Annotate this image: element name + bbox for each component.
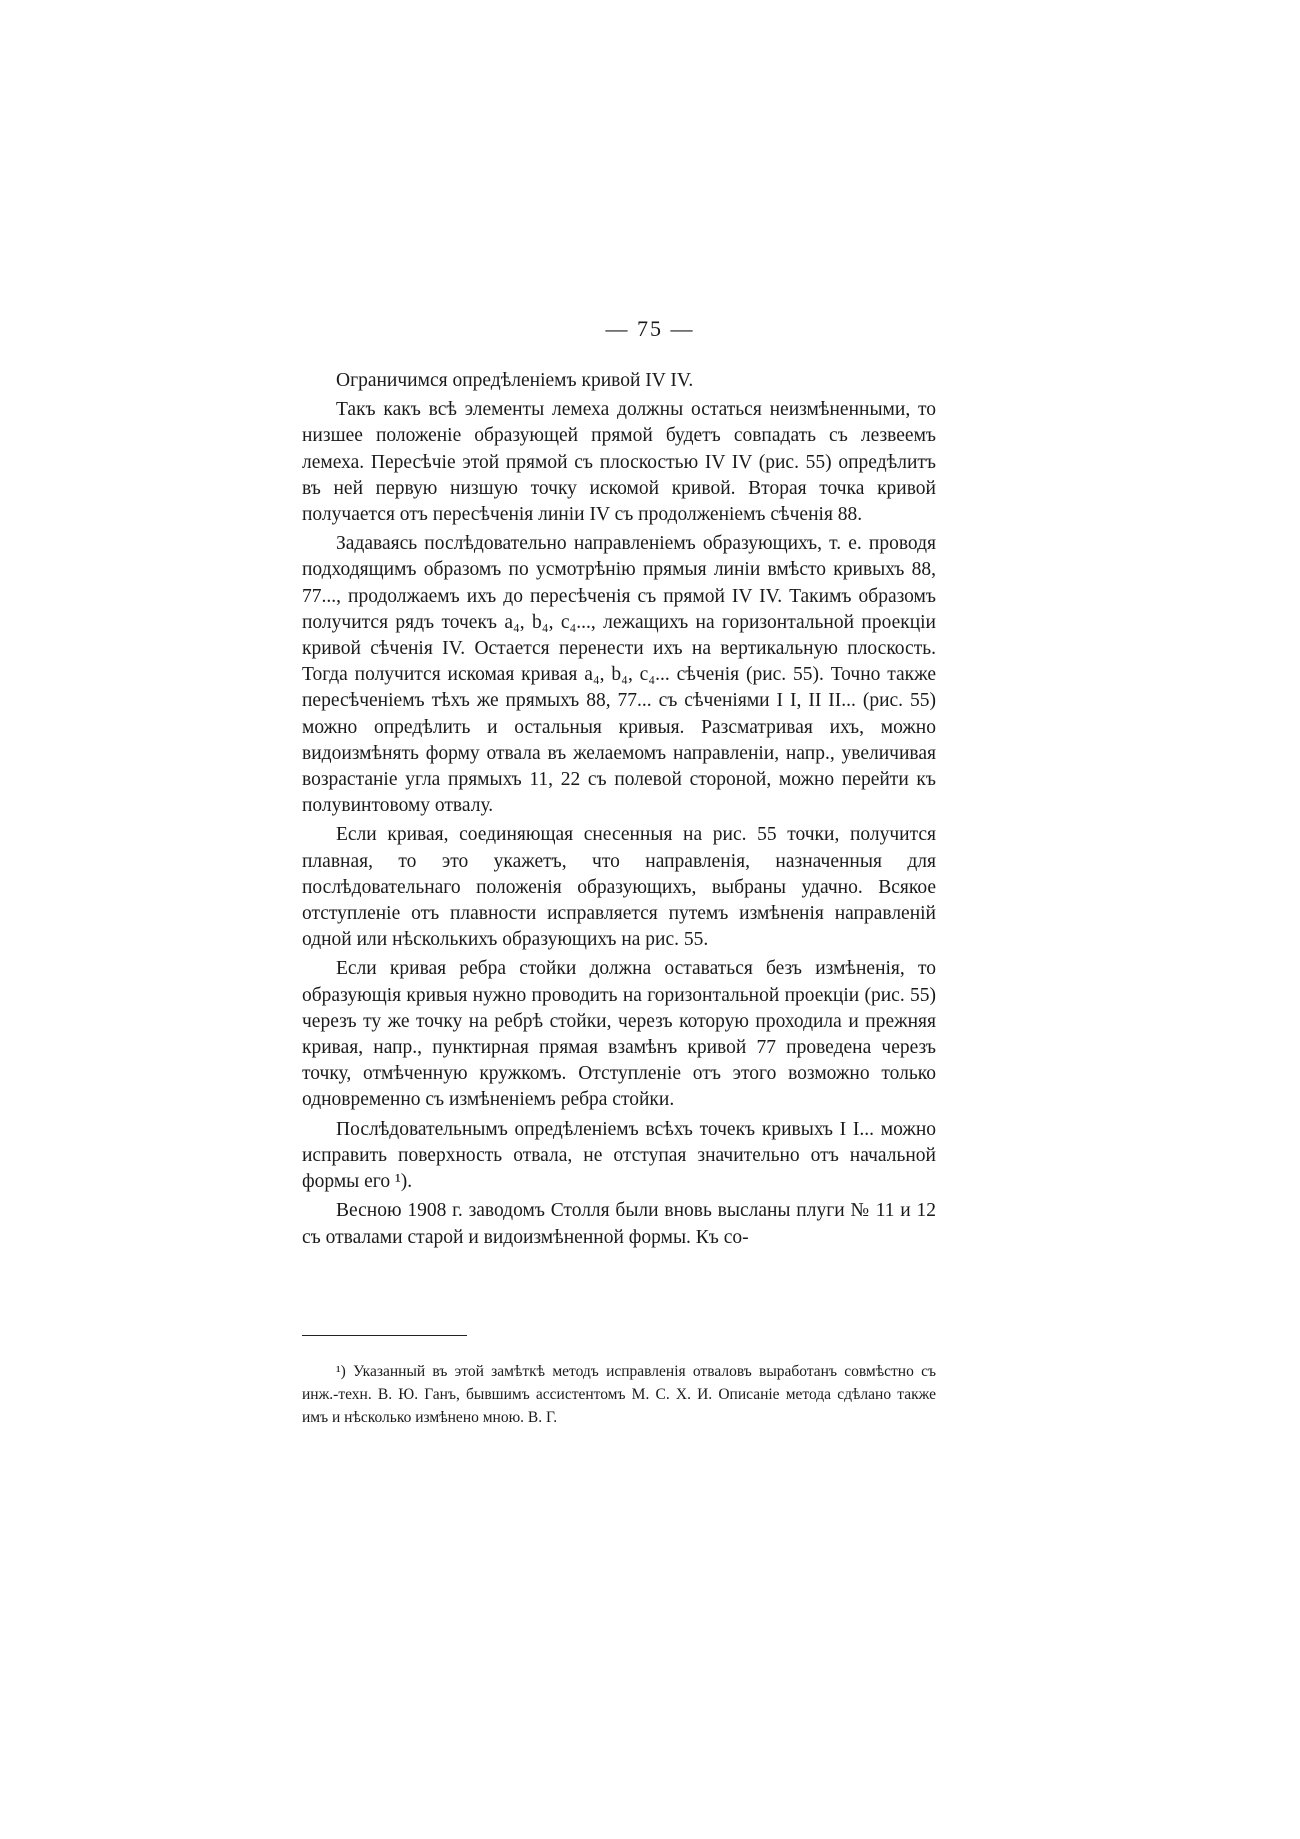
paragraph: Если кривая ребра стойки должна оставаться безъ измѣненія, то образующія кривыя нужно проводить на горизонтальной проекціи (рис. 55) черезъ ту же точку на ребрѣ стойки, черезъ которую проходила и прежняя кривая, напр., пунктирная прямая взамѣнъ кривой 77 проведена черезъ точку, отмѣченную кружкомъ. Отступленіе отъ этого возможно только одновременно съ измѣненіемъ ребра стойки. [302,958,936,1111]
footnote-divider [302,1335,467,1336]
paragraph: Ограничимся опредѣленіемъ кривой IV IV. [336,370,694,391]
paragraph: Весною 1908 г. заводомъ Столля были вновь высланы плуги № 11 и 12 съ отвалами старой и видоизмѣненной формы. Къ со- [302,1200,936,1248]
paragraph: Такъ какъ всѣ элементы лемеха должны остаться неизмѣненными, то низшее положеніе образующей прямой будетъ совпадать съ лезвеемъ лемеха. Пересѣчіе этой прямой съ плоскостью IV IV (рис. 55) опредѣлитъ въ ней первую низшую точку искомой кривой. Вторая точка кривой получается отъ пересѣченія линіи IV съ продолженіемъ сѣченія 88. [302,399,936,526]
footnote: ¹) Указанный въ этой замѣткѣ методъ исправленія отваловъ выработанъ совмѣстно съ инж.-техн. В. Ю. Ганъ, бывшимъ ассистентомъ М. С. Х. И. Описаніе метода сдѣлано также имъ и нѣсколько измѣнено мною. В. Г. [302,1363,936,1426]
paragraph: Задаваясь послѣдовательно направленіемъ образующихъ, т. е. проводя подходящимъ образомъ по усмотрѣнію прямыя линіи вмѣсто кривыхъ 88, 77..., продолжаемъ ихъ до пересѣченія съ прямой IV IV. Такимъ образомъ получится рядъ точекъ a₄, b₄, c₄..., лежащихъ на горизонтальной проекціи кривой сѣченія IV. Остается перенести ихъ на вертикальную плоскость. Тогда получится искомая кривая a₄, b₄, c₄... сѣченія (рис. 55). Точно также пересѣченіемъ тѣхъ же прямыхъ 88, 77... съ сѣченіями I I, II II... (рис. 55) можно опредѣлить и остальныя кривыя. Разсматривая ихъ, можно видоизмѣнять форму отвала въ желаемомъ направленіи, напр., увеличивая возрастаніе угла прямыхъ 11, 22 съ полевой стороной, можно перейти къ полувинтовому отвалу. [302,533,936,817]
main-text [302,368,936,1254]
paragraph: Если кривая, соединяющая снесенныя на рис. 55 точки, получится плавная, то это укажетъ, что направленія, назначенныя для послѣдовательнаго положенія образующихъ, выбраны удачно. Всякое отступленіе отъ плавности исправляется путемъ измѣненія направленій одной или нѣсколькихъ образующихъ на рис. 55. [302,824,936,951]
paragraph: Послѣдовательнымъ опредѣленіемъ всѣхъ точекъ кривыхъ I I... можно исправить поверхность отвала, не отступая значительно отъ начальной формы его ¹). [302,1118,936,1193]
footnotes [302,1360,936,1429]
page-number: — 75 — [605,316,695,341]
